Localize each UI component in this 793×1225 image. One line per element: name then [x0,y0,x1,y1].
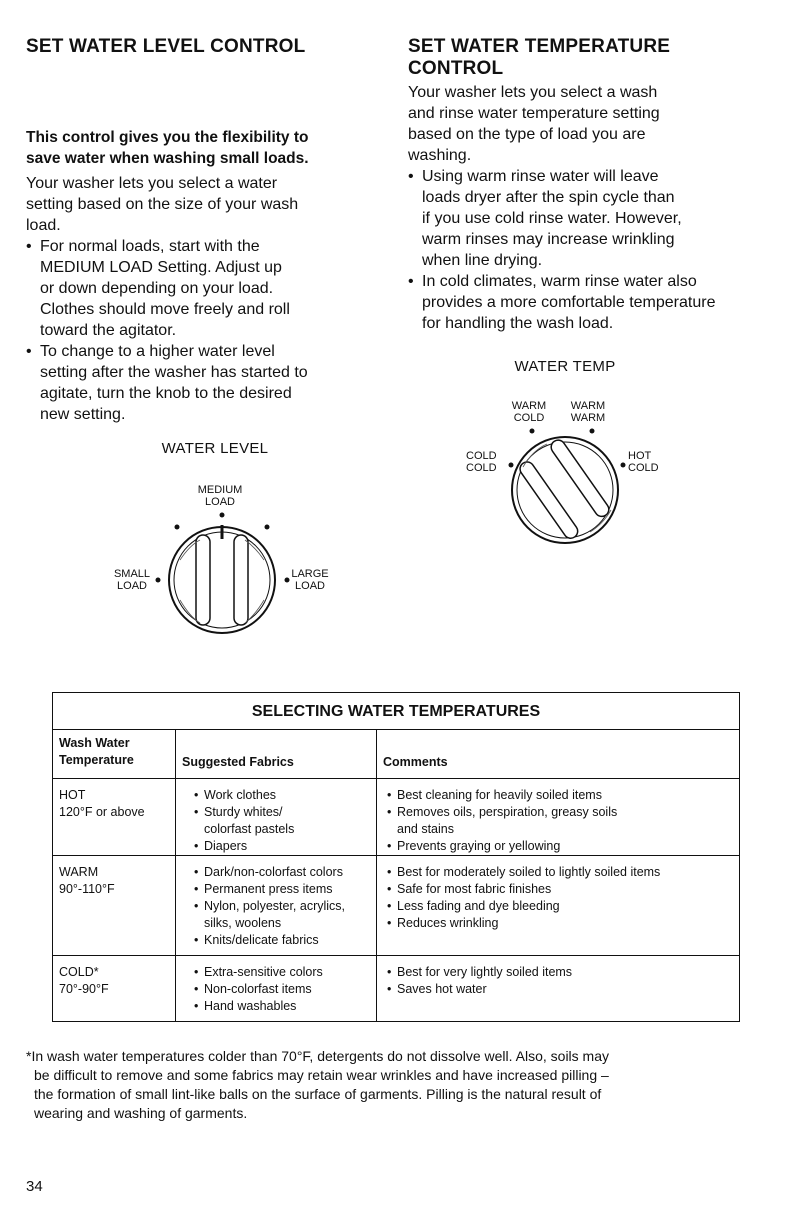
temp-cell [53,855,176,955]
text-line: MEDIUM LOAD Setting. Adjust up [40,259,282,276]
table-header-row [53,730,739,778]
cell-line: silks, woolens [204,915,282,930]
list-item [387,864,733,881]
cell-line: 70°-90°F [59,981,109,996]
text-line: setting based on the size of your wash [26,196,299,213]
label-line: LOAD [295,580,325,592]
cell-line: • Reduces wrinkling [397,915,499,930]
cell-line: • Work clothes [204,787,277,802]
cell-line: • Best for very lightly soiled items [397,964,573,979]
text-line: based on the type of load you are [408,126,646,143]
cell-line: • Non-colorfast items [204,981,312,996]
list-item [387,881,733,898]
page-number: 34 [26,1178,43,1195]
list-item [194,981,370,998]
cell-line: HOT [59,787,86,802]
label-line: LOAD [117,580,147,592]
text-line: Your washer lets you select a water [26,175,278,192]
label-line: WARM [570,400,606,412]
fabrics-cell [176,855,377,955]
cell-line: • Extra-sensitive colors [204,964,323,979]
cell-line: 90°-110°F [59,881,115,896]
table-row [53,855,739,955]
footnote-line: the formation of small lint-like balls on the surface of garments. Pilling is the natural result of [34,1086,602,1102]
text-line: agitate, turn the knob to the desired [40,385,292,402]
table-caption: SELECTING WATER TEMPERATURES [53,693,739,730]
label-line: COLD [466,450,497,462]
list-item [387,804,733,838]
bullet-item [408,271,753,334]
label-line: HOT [628,450,652,462]
label-line: WARM [511,400,547,412]
list-item [387,838,733,855]
cell-line: • Diapers [204,838,248,853]
cell-line: • Removes oils, perspiration, greasy soils [397,804,618,819]
list-item [194,787,370,804]
water-temperatures-table [52,692,740,1022]
temp-cell [53,778,176,855]
heading-line: CONTROL [408,58,504,79]
list-item [194,998,370,1015]
comments-cell [377,778,740,855]
list-item [194,804,370,838]
cell-line: • Best for moderately soiled to lightly soiled items [397,864,661,879]
text-line: toward the agitator. [40,322,177,339]
cell-line: • Sturdy whites/ [204,804,283,819]
label-line: LARGE [291,568,329,580]
footnote-line: be difficult to remove and some fabrics may retain wear wrinkles and have increased pilling – [34,1067,609,1083]
text-line: • For normal loads, start with the [40,238,260,255]
cell-line: colorfast pastels [204,821,295,836]
header-wash-water: Wash Water Temperature [53,730,176,778]
water-temp-knob-icon[interactable] [495,422,635,552]
comments-cell [377,855,740,955]
text-line: setting after the washer has started to [40,364,308,381]
text-line: • In cold climates, warm rinse water also [422,273,697,290]
heading-line: SET WATER TEMPERATURE [408,36,671,57]
text-line: • To change to a higher water level [40,343,275,360]
list-item [194,964,370,981]
water-level-lead [26,127,309,169]
label-line: COLD [466,462,497,474]
cell-line: • Permanent press items [204,881,333,896]
cell-line: • Dark/non-colorfast colors [204,864,343,879]
label-line: WARM [570,412,606,424]
bullet-item [408,166,753,271]
water-level-dial-title: WATER LEVEL [161,440,269,457]
list-item [194,898,370,932]
lead-line: This control gives you the flexibility to [26,129,309,146]
warm-cold-label [504,400,554,424]
list-item [387,787,733,804]
cell-line: 120°F or above [59,804,145,819]
warm-warm-label [563,400,613,424]
text-line: load. [26,217,61,234]
cell-line: • Prevents graying or yellowing [397,838,561,853]
temperature-table [53,730,739,1021]
label-line: COLD [513,412,545,424]
label-line: LOAD [205,496,235,508]
header-comments: Comments [383,754,448,769]
text-line: Your washer lets you select a wash [408,84,658,101]
cell-line: and stains [397,821,454,836]
list-item [387,964,733,981]
water-level-knob-icon[interactable] [150,505,300,645]
water-temp-dial-title: WATER TEMP [514,358,616,375]
header-fabrics: Suggested Fabrics [176,730,377,778]
text-line: washing. [408,147,472,164]
cell-line: • Nylon, polyester, acrylics, [204,898,346,913]
comments-cell [377,955,740,1021]
text-line: or down depending on your load. [40,280,274,297]
text-line: for handling the wash load. [422,315,614,332]
text-line: if you use cold rinse water. However, [422,210,682,227]
fabrics-cell [176,955,377,1021]
list-item [387,915,733,932]
text-line: warm rinses may increase wrinkling [422,231,675,248]
text-line: when line drying. [422,252,543,269]
small-load-label [110,568,154,592]
cell-line: • Saves hot water [397,981,487,996]
bullet-item [26,236,376,341]
temp-cell [53,955,176,1021]
text-line: Clothes should move freely and roll [40,301,290,318]
text-line: loads dryer after the spin cycle than [422,189,675,206]
list-item [387,981,733,998]
fabrics-cell [176,778,377,855]
cell-line: • Best cleaning for heavily soiled items [397,787,602,802]
water-temp-text [408,82,753,334]
list-item [387,898,733,915]
text-line: provides a more comfortable temperature [422,294,716,311]
water-level-heading: SET WATER LEVEL CONTROL [26,36,306,57]
lead-line: save water when washing small loads. [26,150,309,167]
cell-line: • Less fading and dye bleeding [397,898,560,913]
list-item [194,881,370,898]
label-line: COLD [628,462,659,474]
water-temp-heading [408,36,670,80]
label-line: SMALL [113,568,151,580]
text-line: • Using warm rinse water will leave [422,168,659,185]
text-line: and rinse water temperature setting [408,105,660,122]
water-level-text [26,173,376,425]
footnote-line: *In wash water temperatures colder than 70°F, detergents do not dissolve well. Also, soils may [26,1048,610,1064]
cell-line: • Knits/delicate fabrics [204,932,319,947]
cell-line: • Safe for most fabric finishes [397,881,552,896]
footnote-line: wearing and washing of garments. [34,1105,248,1121]
cell-line: WARM [59,864,99,879]
cell-line: • Hand washables [204,998,297,1013]
footnote [26,1047,746,1123]
bullet-item [26,341,376,425]
table-row [53,778,739,855]
list-item [194,932,370,949]
cell-line: COLD* [59,964,99,979]
label-line: MEDIUM [197,484,243,496]
list-item [194,838,370,855]
table-row [53,955,739,1021]
text-line: new setting. [40,406,126,423]
list-item [194,864,370,881]
